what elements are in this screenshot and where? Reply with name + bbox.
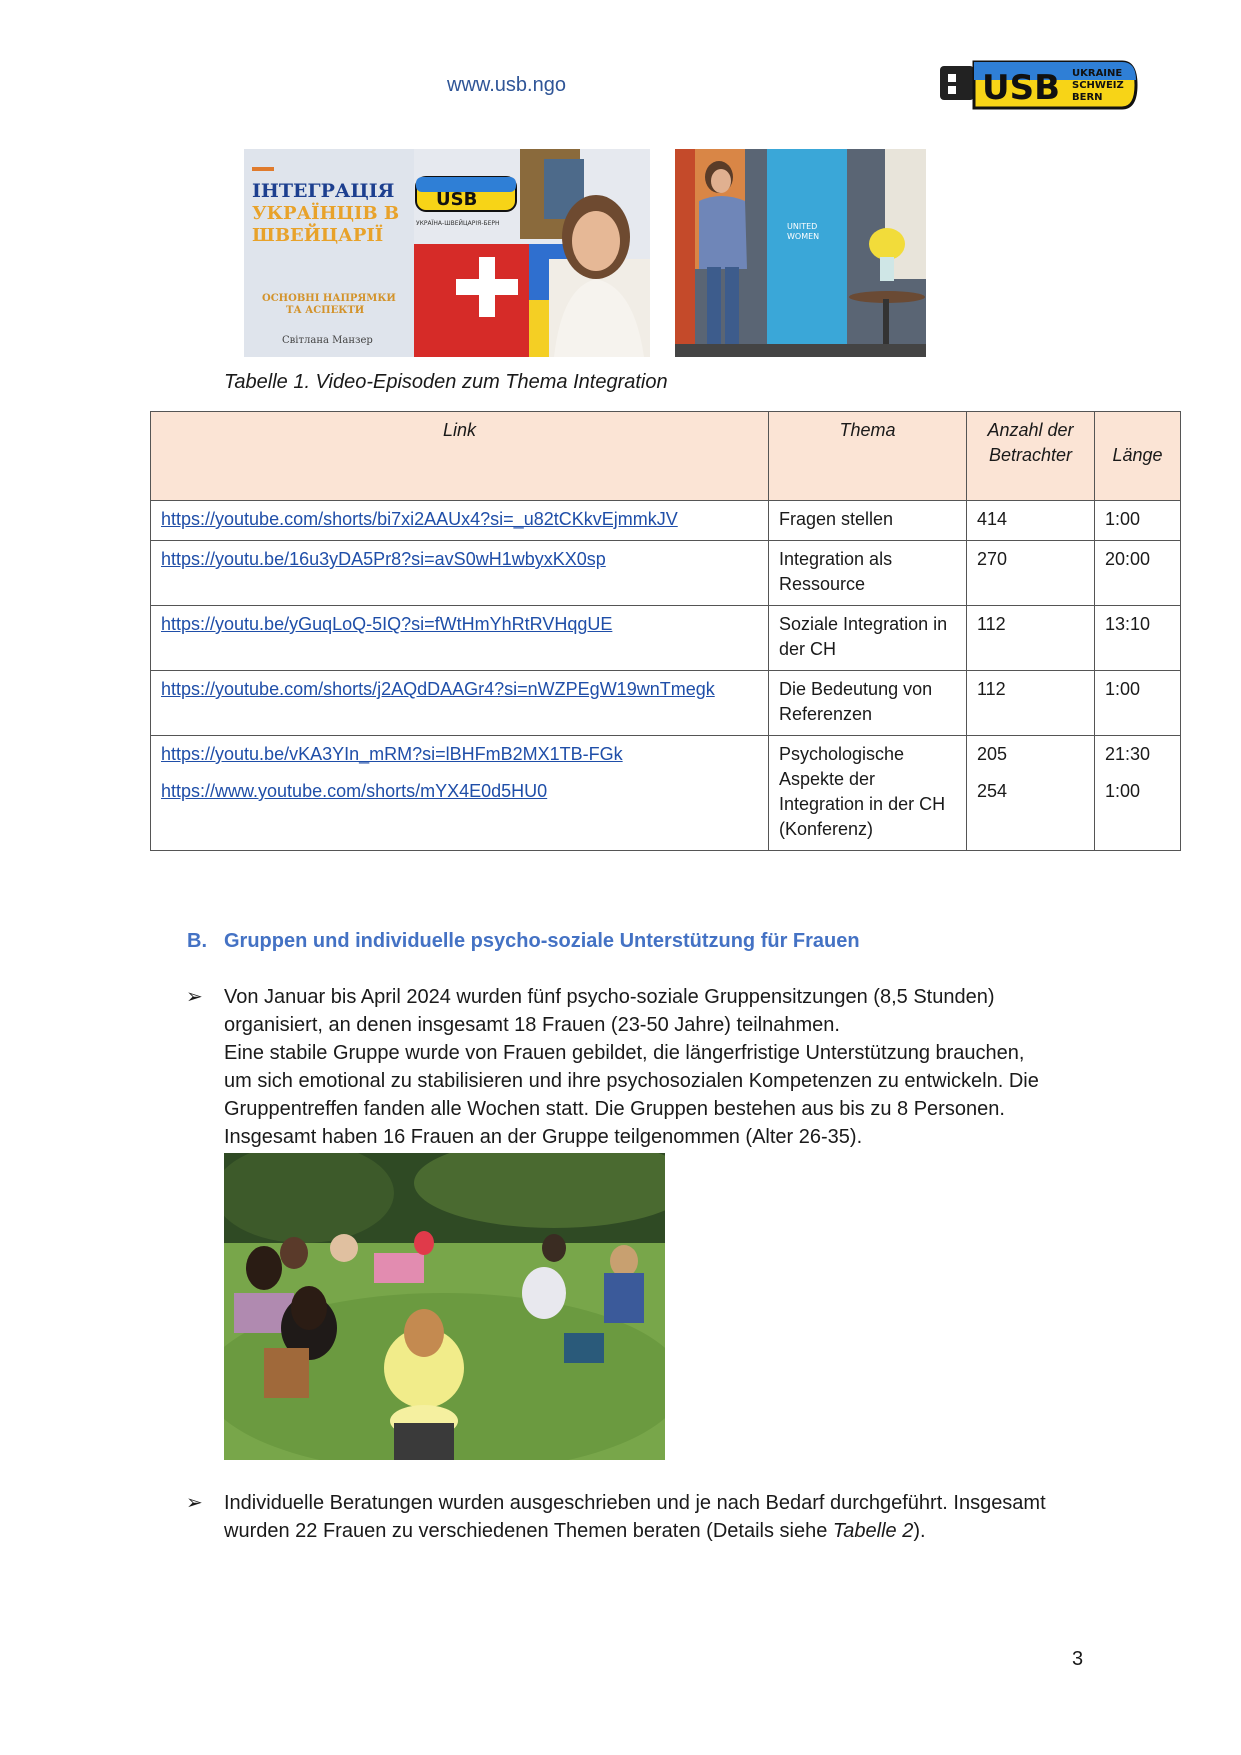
arrow-bullet-icon: ➢ <box>186 986 203 1008</box>
length-cell: 1:00 <box>1095 501 1181 541</box>
conference-photo <box>675 149 926 357</box>
viewers-cell: 270 <box>967 541 1095 606</box>
section-title: Gruppen und individuelle psycho-soziale Unterstützung für Frauen <box>224 930 860 952</box>
thumb-title-2: УКРАЇНЦІВ В <box>252 203 400 224</box>
video-link[interactable]: https://youtu.be/yGuqLoQ-5IQ?si=fWtHmYhRtRVHqgUE <box>161 614 613 634</box>
viewers-value: 254 <box>977 781 1008 801</box>
header-link: Link <box>151 412 769 501</box>
table-caption: Tabelle 1. Video-Episoden zum Thema Integration <box>224 371 668 393</box>
bullet-text: wurden 22 Frauen zu verschiedenen Themen beraten (Details siehe <box>224 1520 833 1542</box>
section-heading <box>187 930 860 953</box>
bullet-line <box>224 1517 1124 1545</box>
length-value: 1:00 <box>1105 781 1141 801</box>
thumb-title-3: ШВЕЙЦАРІЇ <box>252 225 384 246</box>
viewers-cell: 414 <box>967 501 1095 541</box>
thumb-badge-sub: УКРАЇНА-ШВЕЙЦАРІЯ-БЕРН <box>416 220 500 227</box>
bullet-text: ). <box>913 1520 926 1542</box>
length-cell: 20:00 <box>1095 541 1181 606</box>
bullet-line: Gruppentreffen fanden alle Wochen statt. Die Gruppen bestehen aus bis zu 8 Personen. <box>224 1098 1005 1120</box>
link-cell <box>151 606 769 671</box>
logo-sub-1: UKRAINE <box>1072 68 1123 79</box>
length-cell <box>1095 736 1181 851</box>
thema-cell: Integration als Ressource <box>769 541 967 606</box>
thumb-title-1: ІНТЕГРАЦІЯ <box>252 180 395 202</box>
video-episodes-table <box>150 411 1181 851</box>
table-row <box>151 541 1181 606</box>
video-link[interactable]: https://youtu.be/16u3yDA5Pr8?si=avS0wH1wbyxKX0sp <box>161 549 606 569</box>
bullet-individual-counseling <box>186 1489 1124 1545</box>
thema-cell: Soziale Integration in der CH <box>769 606 967 671</box>
video-link[interactable]: https://youtube.com/shorts/j2AQdDAAGr4?si=nWZPEgW19wnTmegk <box>161 679 715 699</box>
bullet-line: um sich emotional zu stabilisieren und ihre psychosozialen Kompetenzen zu entwickeln. Die <box>224 1070 1039 1092</box>
length-cell: 13:10 <box>1095 606 1181 671</box>
banner-text-2: WOMEN <box>787 232 820 241</box>
arrow-bullet-icon: ➢ <box>186 1492 203 1514</box>
bullet-line: organisiert, an denen insgesamt 18 Frauen (23-50 Jahre) teilnahmen. <box>224 1014 840 1036</box>
length-cell: 1:00 <box>1095 671 1181 736</box>
viewers-cell <box>967 736 1095 851</box>
logo-sub-3: BERN <box>1072 92 1103 103</box>
link-cell <box>151 736 769 851</box>
thumb-author: Світлана Манзер <box>282 335 373 346</box>
link-cell <box>151 541 769 606</box>
site-url: www.usb.ngo <box>447 74 566 96</box>
header-viewers <box>967 412 1095 501</box>
page-number: 3 <box>1072 1648 1084 1670</box>
thema-cell: Fragen stellen <box>769 501 967 541</box>
table-row <box>151 501 1181 541</box>
header-thema: Thema <box>769 412 967 501</box>
header-viewers-line1: Anzahl der <box>987 420 1074 440</box>
video-link[interactable]: https://www.youtube.com/shorts/mYX4E0d5HU0 <box>161 781 548 801</box>
link-cell <box>151 671 769 736</box>
video-link[interactable]: https://youtube.com/shorts/bi7xi2AAUx4?si=_u82tCKkvEjmmkJV <box>161 509 678 529</box>
length-value: 21:30 <box>1105 744 1151 764</box>
thumb-subtitle-1: ОСНОВНІ НАПРЯМКИ <box>262 293 396 304</box>
logo-text: USB <box>982 68 1061 108</box>
video-link[interactable]: https://youtu.be/vKA3YIn_mRM?si=lBHFmB2MX1TB-FGk <box>161 744 623 764</box>
bullet-group-sessions <box>186 983 1124 1151</box>
table-header-row <box>151 412 1181 501</box>
table-reference: Tabelle 2 <box>832 1520 914 1542</box>
link-cell <box>151 501 769 541</box>
table-row <box>151 606 1181 671</box>
viewers-cell: 112 <box>967 671 1095 736</box>
thumb-subtitle-2: ТА АСПЕКТИ <box>286 305 365 316</box>
video-thumbnail-image <box>244 149 650 357</box>
bullet-line: Individuelle Beratungen wurden ausgeschrieben und je nach Bedarf durchgeführt. Insgesamt <box>224 1492 1046 1514</box>
usb-logo <box>938 52 1138 118</box>
thema-cell: Psychologische Aspekte der Integration in der CH (Konferenz) <box>769 736 967 851</box>
thumb-badge-text: USB <box>436 189 478 210</box>
thema-cell: Die Bedeutung von Referenzen <box>769 671 967 736</box>
logo-sub-2: SCHWEIZ <box>1072 80 1124 91</box>
bullet-line: Von Januar bis April 2024 wurden fünf psycho-soziale Gruppensitzungen (8,5 Stunden) <box>224 986 995 1008</box>
table-row <box>151 671 1181 736</box>
table-row <box>151 736 1181 851</box>
bullet-line: Insgesamt haben 16 Frauen an der Gruppe teilgenommen (Alter 26-35). <box>224 1126 863 1148</box>
header-length: Länge <box>1095 412 1181 501</box>
viewers-cell: 112 <box>967 606 1095 671</box>
viewers-value: 205 <box>977 744 1008 764</box>
header-viewers-line2: Betrachter <box>988 445 1073 465</box>
group-session-photo <box>224 1153 665 1460</box>
section-number: B. <box>187 930 207 952</box>
bullet-line: Eine stabile Gruppe wurde von Frauen gebildet, die längerfristige Unterstützung brauchen, <box>224 1042 1025 1064</box>
banner-text-1: UNITED <box>787 222 818 231</box>
